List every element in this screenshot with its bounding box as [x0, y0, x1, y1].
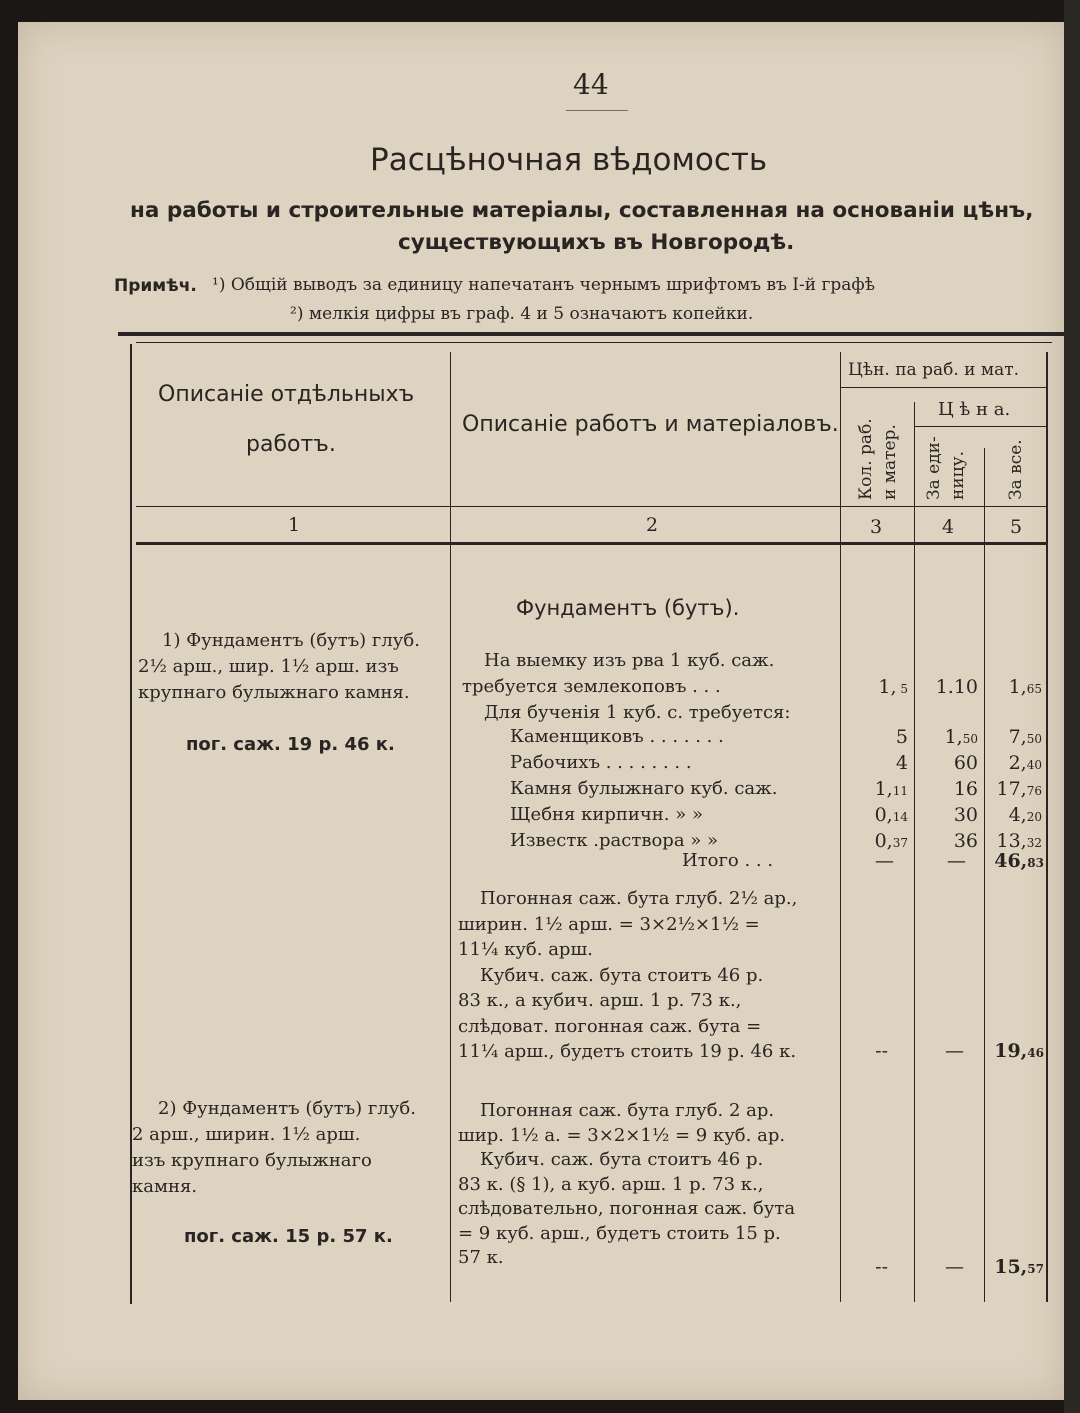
- section1-total-label: Итого . . .: [682, 850, 774, 871]
- section1-item-unit: 1,50: [944, 726, 978, 748]
- section1-item-total: 17,76: [996, 778, 1042, 800]
- section1-calc-line: Кубич. саж. бута стоитъ 46 р.: [480, 964, 764, 986]
- section1-total-qty: —: [875, 850, 894, 872]
- page-number-underline: [566, 110, 628, 111]
- section1-item-total: 4,20: [1008, 804, 1042, 826]
- header-col4-line2: ницу.: [948, 451, 968, 500]
- header-col3-line1: Кол. раб.: [856, 418, 876, 500]
- column-number-1: 1: [288, 514, 301, 536]
- section2-calc-line: Кубич. саж. бута стоитъ 46 р.: [480, 1149, 764, 1170]
- header-prices-group: Цѣн. па раб. и мат.: [848, 360, 1020, 380]
- section1-calc-line: 11¼ куб. арш.: [458, 939, 593, 960]
- column-number-2: 2: [646, 514, 659, 536]
- section1-item-qty: 0,14: [874, 804, 908, 826]
- section1-item-text: Для бученія 1 куб. с. требуется:: [484, 702, 791, 723]
- section1-item-unit: 60: [953, 752, 978, 774]
- section1-item-total: 1,65: [1008, 676, 1042, 698]
- note-line1: ¹) Общій выводъ за единицу напечатанъ чернымъ шрифтомъ въ I-й графѣ: [212, 275, 875, 295]
- note-line2: ²) мелкія цифры въ граф. 4 и 5 означаютъ копейки.: [290, 304, 754, 324]
- document-subtitle-line2: существующихъ въ Новгородѣ.: [398, 230, 795, 255]
- column-number-3: 3: [870, 516, 883, 538]
- section1-desc-line: 1) Фундаментъ (бутъ) глуб.: [162, 630, 420, 651]
- section1-item-qty: 1,11: [874, 778, 908, 800]
- column-numbers-rule: [136, 542, 1046, 545]
- price-sub-rule: [914, 426, 1046, 427]
- note-label: Примѣч.: [114, 276, 197, 296]
- section1-item-unit: 30: [953, 804, 978, 826]
- document-subtitle-line1: на работы и строительные матеріалы, составленная на основаніи цѣнъ,: [130, 198, 1034, 223]
- section1-item-qty: 0,37: [874, 830, 908, 852]
- section2-calc-line: = 9 куб. арш., будетъ стоить 15 р.: [458, 1222, 781, 1244]
- section1-total-value: 46,83: [994, 850, 1044, 872]
- header-col2: Описаніе работъ и матеріаловъ.: [462, 412, 839, 437]
- col1-divider: [450, 352, 451, 1302]
- section1-item-text: Рабочихъ . . . . . . . .: [510, 752, 692, 773]
- section2-calc-unit: —: [945, 1256, 964, 1278]
- section1-calc-line: 83 к., а кубич. арш. 1 р. 73 к.,: [458, 990, 742, 1011]
- column-number-4: 4: [942, 516, 955, 538]
- section1-item-unit: 36: [953, 830, 978, 852]
- table-top-rule: [118, 332, 1064, 336]
- header-col1-line1: Описаніе отдѣльныхъ: [158, 382, 415, 407]
- header-col3-line2: и матер.: [880, 424, 900, 500]
- page-number: 44: [573, 68, 609, 101]
- section1-item-text: Каменщиковъ . . . . . . .: [510, 726, 724, 747]
- section1-item-total: 13,32: [996, 830, 1042, 852]
- section1-item-qty: 5: [895, 726, 908, 748]
- section2-desc-line: 2) Фундаментъ (бутъ) глуб.: [158, 1098, 416, 1119]
- section2-desc-line: изъ крупнаго булыжнаго: [132, 1150, 372, 1171]
- col2-divider: [840, 352, 841, 1302]
- document-title: Расцѣночная вѣдомость: [370, 142, 768, 178]
- section2-calc-line: слѣдовательно, погонная саж. бута: [458, 1198, 796, 1219]
- section2-calc-total: 15,57: [994, 1256, 1044, 1278]
- table-right-border: [1046, 352, 1048, 1302]
- col4-divider: [984, 448, 985, 1302]
- header-price-sub: Ц ѣ н а.: [938, 399, 1011, 420]
- section1-item-text: требуется землекоповъ . . .: [462, 676, 721, 697]
- section1-item-qty: 1, 5: [878, 676, 908, 698]
- header-col4-line1: За еди-: [924, 436, 944, 500]
- section2-desc-line: 2 арш., ширин. 1½ арш.: [132, 1124, 361, 1145]
- col3-divider: [914, 402, 915, 1302]
- price-group-rule: [840, 387, 1046, 388]
- section1-calc-line: ширин. 1½ арш. = 3×2½×1½ =: [458, 913, 760, 935]
- section1-total-unit: —: [947, 850, 966, 872]
- section1-heading: Фундаментъ (бутъ).: [516, 596, 740, 620]
- header-col5: За все.: [1006, 439, 1026, 500]
- section1-item-text: Камня булыжнаго куб. саж.: [510, 778, 778, 799]
- section1-item-total: 7,50: [1008, 726, 1042, 748]
- section1-calc-total: 19,46: [994, 1040, 1044, 1062]
- section1-item-qty: 4: [895, 752, 908, 774]
- table-top-rule-thin: [136, 342, 1052, 343]
- section2-summary: пог. саж. 15 р. 57 к.: [184, 1226, 393, 1247]
- section1-calc-qty: --: [875, 1040, 888, 1062]
- section1-desc-line: 2½ арш., шир. 1½ арш. изъ: [138, 656, 399, 677]
- section1-item-text: На выемку изъ рва 1 куб. саж.: [484, 650, 775, 671]
- section1-item-text: Щебня кирпичн. » »: [510, 804, 703, 825]
- header-col1-line2: работъ.: [246, 432, 336, 457]
- section1-calc-line: 11¼ арш., будетъ стоить 19 р. 46 к.: [458, 1041, 797, 1062]
- section1-item-unit: 1.10: [935, 676, 978, 698]
- section2-desc-line: камня.: [132, 1176, 198, 1197]
- section2-calc-line: 83 к. (§ 1), а куб. арш. 1 р. 73 к.,: [458, 1173, 764, 1195]
- section1-calc-line: слѣдоват. погонная саж. бута =: [458, 1015, 762, 1037]
- header-bottom-rule: [136, 506, 1046, 507]
- section1-item-text: Известк .раствора » »: [510, 830, 719, 851]
- section2-calc-line: Погонная саж. бута глуб. 2 ар.: [480, 1100, 775, 1121]
- section1-calc-unit: —: [945, 1040, 964, 1062]
- section1-item-unit: 16: [953, 778, 978, 800]
- section2-calc-line: 57 к.: [458, 1247, 504, 1268]
- section1-summary: пог. саж. 19 р. 46 к.: [186, 734, 395, 755]
- adjacent-page-edge: [1064, 0, 1080, 1413]
- section2-calc-line: шир. 1½ а. = 3×2×1½ = 9 куб. ар.: [458, 1124, 786, 1146]
- section1-calc-line: Погонная саж. бута глуб. 2½ ар.,: [480, 888, 798, 909]
- document-page: [18, 22, 1064, 1400]
- section1-item-total: 2,40: [1008, 752, 1042, 774]
- section2-calc-qty: --: [875, 1256, 888, 1278]
- section1-desc-line: крупнаго булыжнаго камня.: [138, 682, 410, 703]
- column-number-5: 5: [1010, 516, 1023, 538]
